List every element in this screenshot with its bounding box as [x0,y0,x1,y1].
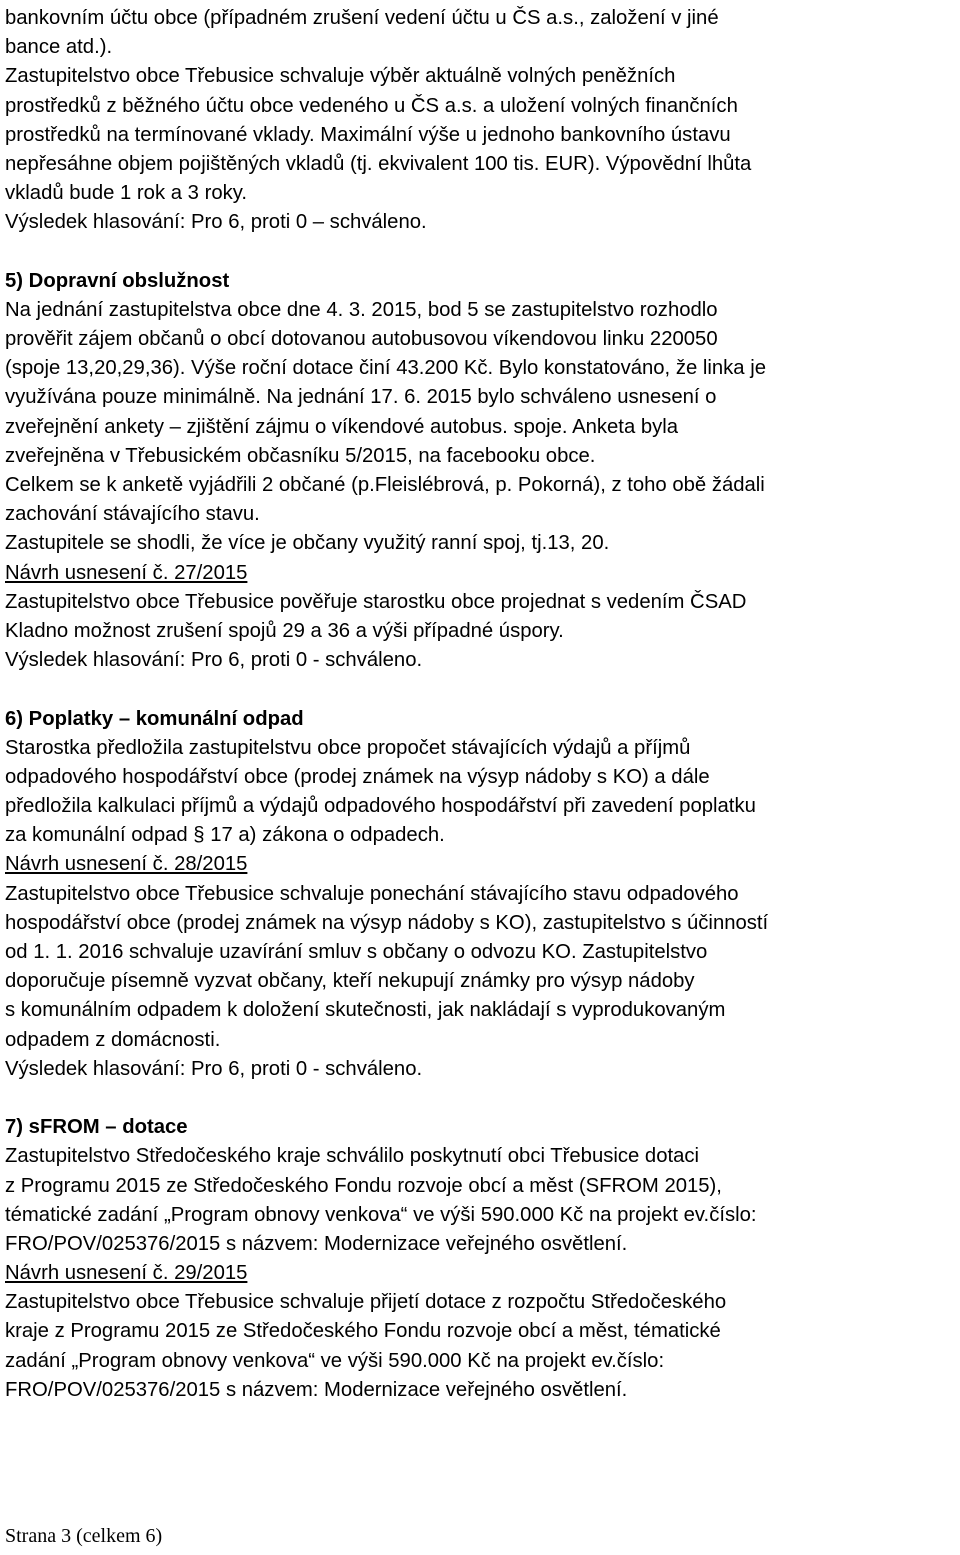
page-footer: Strana 3 (celkem 6) [5,1525,163,1547]
section-heading: 6) Poplatky – komunální odpad [5,707,304,730]
text-line: zachování stávajícího stavu. [5,503,260,526]
text-line: zveřejnění ankety – zjištění zájmu o víkendové autobus. spoje. Anketa byla [5,415,679,438]
text-line: kraje z Programu 2015 ze Středočeského Fondu rozvoje obcí a měst, tématické [5,1320,721,1343]
text-line: z Programu 2015 ze Středočeského Fondu rozvoje obcí a měst (SFROM 2015), [5,1174,722,1197]
text-line: prostředků na termínované vklady. Maximální výše u jednoho bankovního ústavu [5,123,731,146]
resolution-label: Návrh usnesení č. 28/2015 [5,853,248,876]
text-line: bance atd.). [5,36,113,59]
text-line: FRO/POV/025376/2015 s názvem: Modernizace veřejného osvětlení. [5,1232,628,1255]
text-line: Zastupitelstvo obce Třebusice schvaluje ponechání stávajícího stavu odpadového [5,882,739,905]
text-line: Celkem se k anketě vyjádřili 2 občané (p.Fleislébrová, p. Pokorná), z toho obě žádali [5,474,765,496]
vote-result: Výsledek hlasování: Pro 6, proti 0 – schváleno. [5,211,427,234]
resolution-label: Návrh usnesení č. 27/2015 [5,561,248,584]
text-line: s komunálním odpadem k doložení skutečnosti, jak nakládají s vyprodukovaným [5,999,726,1022]
text-line: nepřesáhne objem pojištěných vkladů (tj. ekvivalent 100 tis. EUR). Výpovědní lhůta [5,152,752,175]
text-line: Kladno možnost zrušení spojů 29 a 36 a výši případné úspory. [5,619,564,642]
vote-result: Výsledek hlasování: Pro 6, proti 0 - schváleno. [5,649,423,672]
text-line: prostředků z běžného účtu obce vedeného u ČS a.s. a uložení volných finančních [5,94,738,117]
text-line: Na jednání zastupitelstva obce dne 4. 3. 2015, bod 5 se zastupitelstvo rozhodlo [5,298,718,321]
text-line: vkladů bude 1 rok a 3 roky. [5,182,248,205]
text-line: odpadem z domácnosti. [5,1028,221,1051]
text-line: od 1. 1. 2016 schvaluje uzavírání smluv s občany o odvozu KO. Zastupitelstvo [5,941,708,963]
section-heading: 5) Dopravní obslužnost [5,269,230,292]
vote-result: Výsledek hlasování: Pro 6, proti 0 - schváleno. [5,1057,423,1080]
text-line: doporučuje písemně vyzvat občany, kteří nekupují známky pro výsyp nádoby [5,970,695,993]
text-line: hospodářství obce (prodej známek na výsyp nádoby s KO), zastupitelstvo s účinností [5,911,769,934]
text-line: za komunální odpad § 17 a) zákona o odpadech. [5,824,445,847]
section-heading: 7) sFROM – dotace [5,1116,188,1139]
text-line: Zastupitelstvo obce Třebusice pověřuje starostku obce projednat s vedením ČSAD [5,590,747,613]
text-line: tématické zadání „Program obnovy venkova“ ve výši 590.000 Kč na projekt ev.číslo: [5,1203,757,1226]
text-line: zveřejněna v Třebusickém občasníku 5/2015, na facebooku obce. [5,444,596,467]
text-line: prověřit zájem občanů o obcí dotovanou autobusovou víkendovou linku 220050 [5,328,718,351]
document-page [5,4,955,1405]
text-line: Zastupitelstvo Středočeského kraje schválilo poskytnutí obci Třebusice dotaci [5,1145,700,1168]
text-line: předložila kalkulaci příjmů a výdajů odpadového hospodářství při zavedení poplatku [5,795,756,818]
text-line: využívána pouze minimálně. Na jednání 17. 6. 2015 bylo schváleno usnesení o [5,386,717,409]
text-line: Zastupitelstvo obce Třebusice schvaluje přijetí dotace z rozpočtu Středočeského [5,1291,727,1314]
text-line: FRO/POV/025376/2015 s názvem: Modernizace veřejného osvětlení. [5,1378,628,1401]
text-line: (spoje 13,20,29,36). Výše roční dotace činí 43.200 Kč. Bylo konstatováno, že linka je [5,357,767,380]
text-line: Starostka předložila zastupitelstvu obce propočet stávajících výdajů a příjmů [5,736,691,759]
text-line: zadání „Program obnovy venkova“ ve výši 590.000 Kč na projekt ev.číslo: [5,1349,665,1372]
text-line: odpadového hospodářství obce (prodej známek na výsyp nádoby s KO) a dále [5,765,710,788]
resolution-label: Návrh usnesení č. 29/2015 [5,1262,248,1285]
text-line: Zastupitelstvo obce Třebusice schvaluje výběr aktuálně volných peněžních [5,65,676,88]
text-line: Zastupitele se shodli, že více je občany využitý ranní spoj, tj.13, 20. [5,532,610,555]
text-line: bankovním účtu obce (případném zrušení vedení účtu u ČS a.s., založení v jiné [5,7,719,29]
